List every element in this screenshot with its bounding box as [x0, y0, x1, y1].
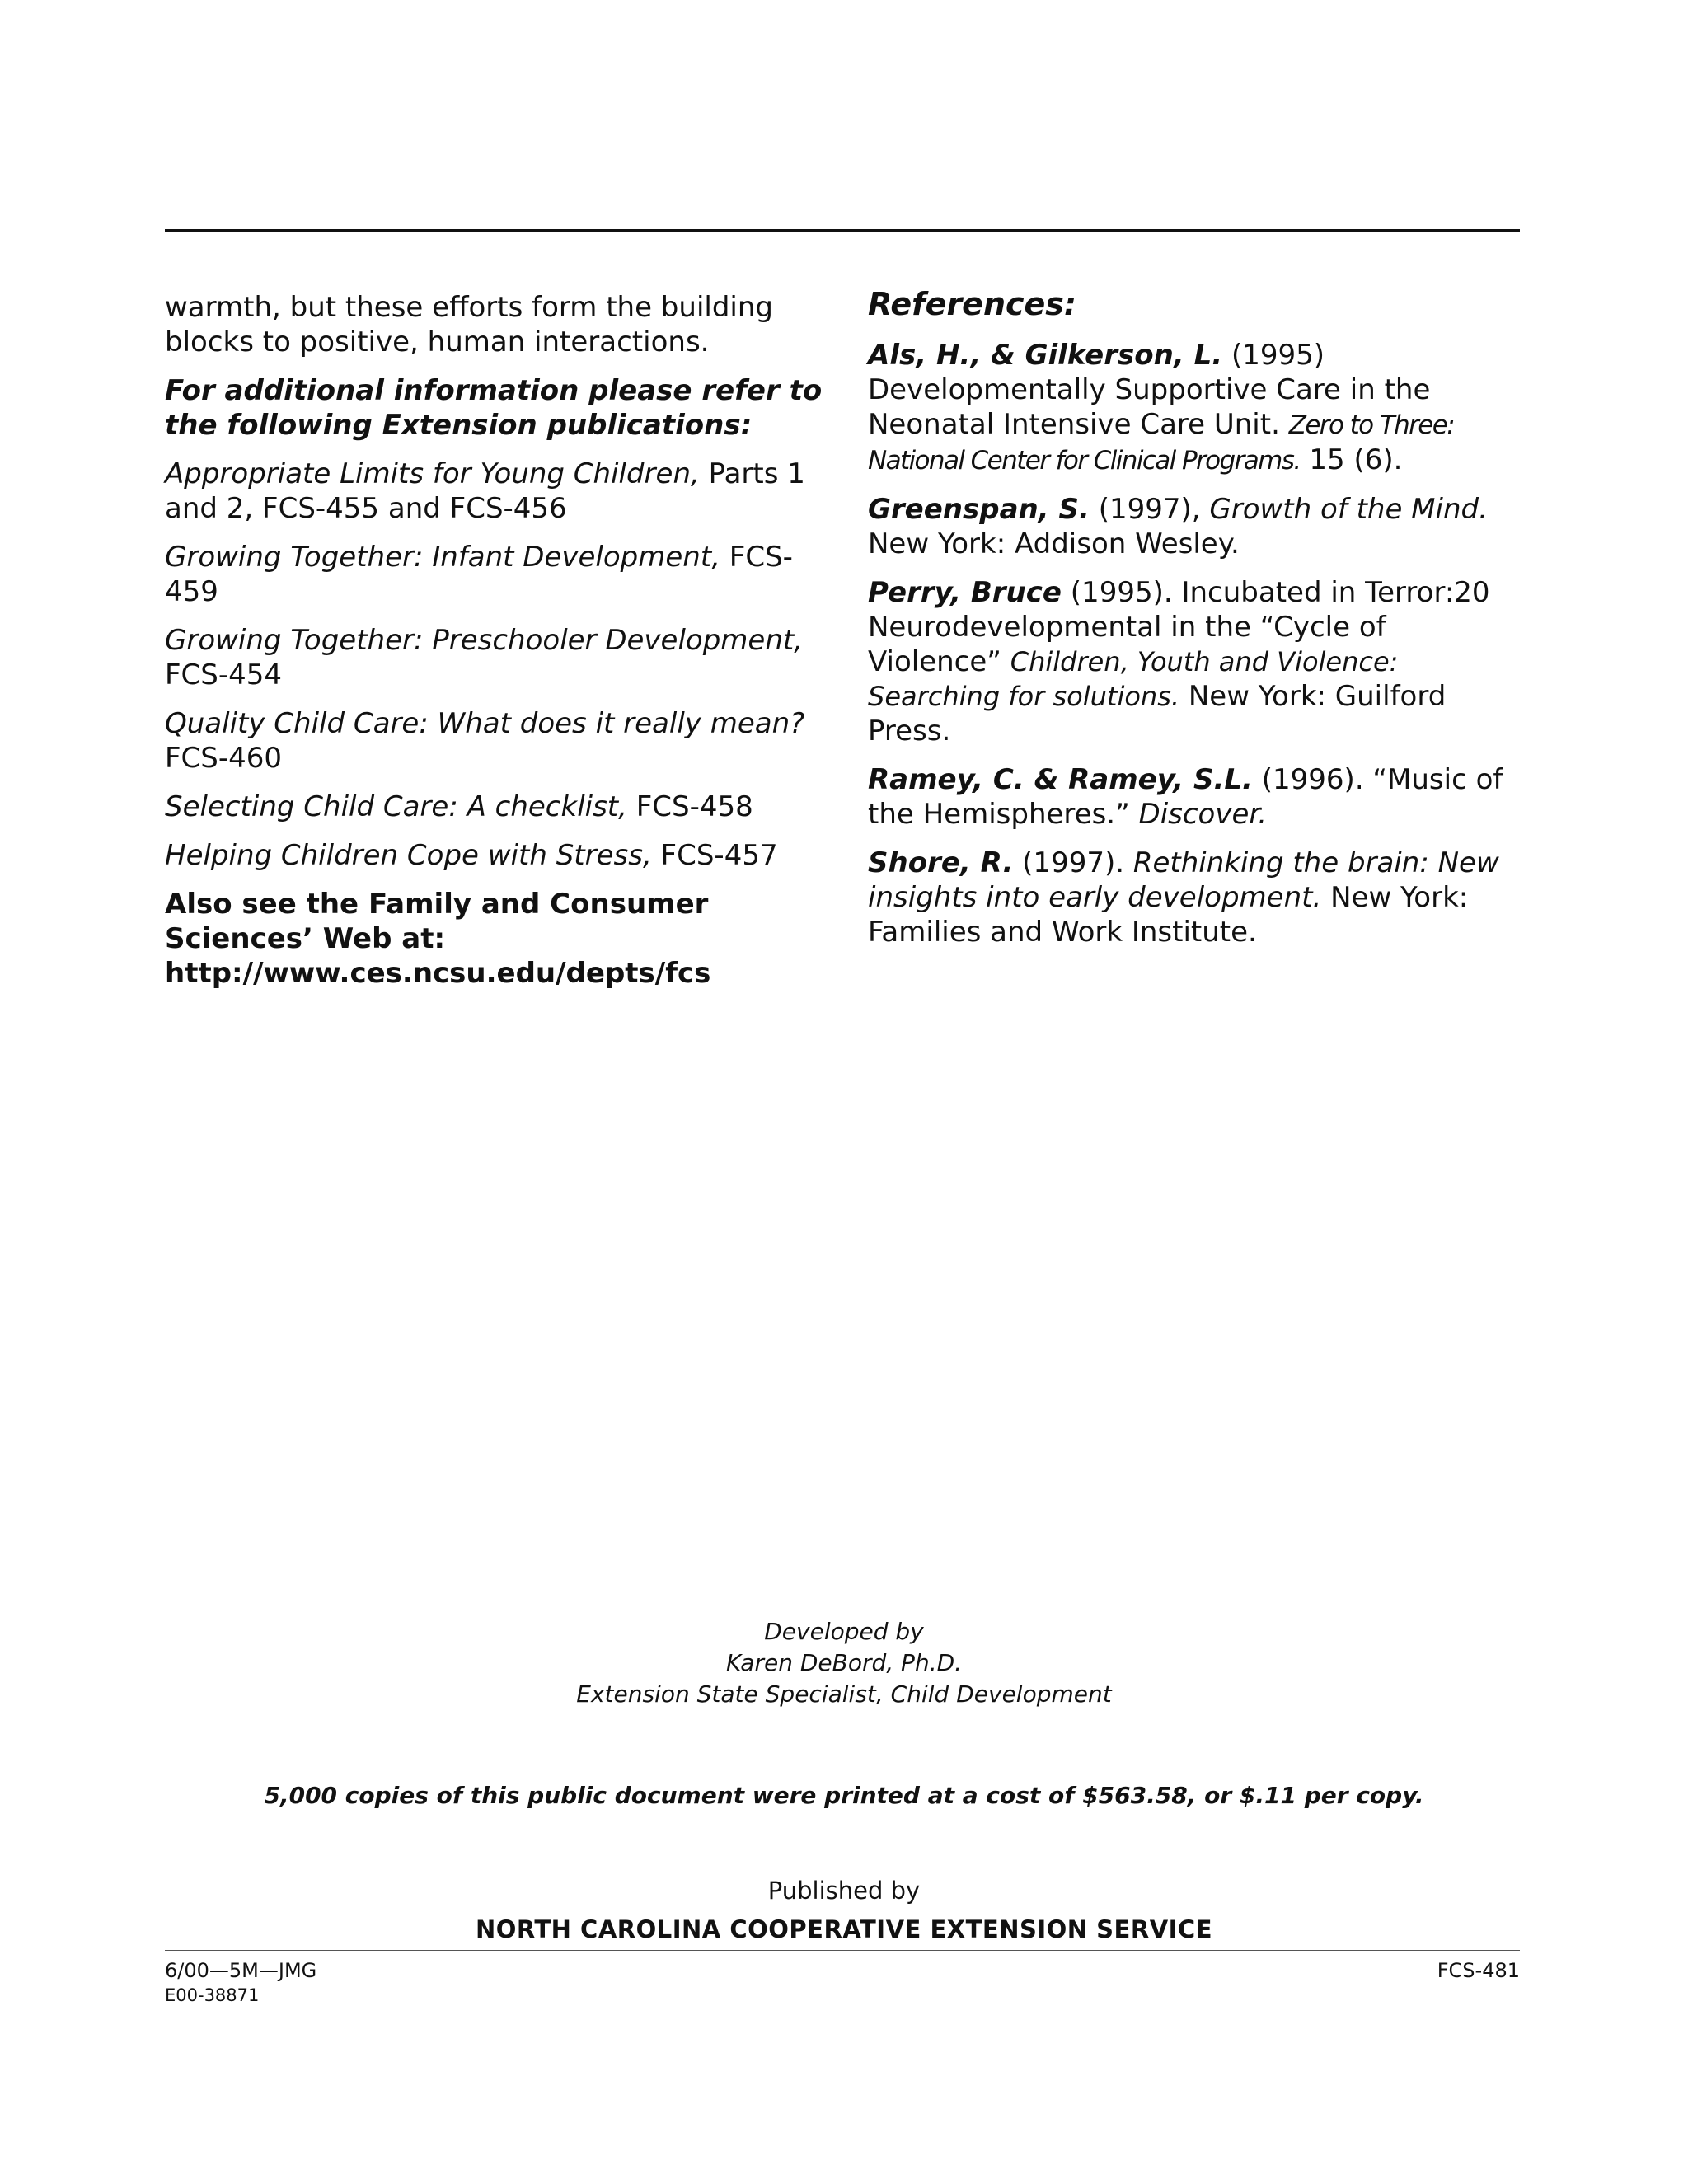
reference-author: Greenspan, S.: [868, 493, 1090, 526]
reference-item: [868, 846, 1527, 949]
publication-title: Helping Children Cope with Stress,: [165, 839, 652, 872]
cost-note: 5,000 copies of this public document were printed at a cost of $563.58, or $.11 per copy.: [264, 1782, 1424, 1809]
additional-info-heading: For additional information please refer to the following Extension publications:: [165, 374, 823, 442]
reference-text: (1995) Developmentally Supportive Care in the Neonatal Intensive Care Unit.: [868, 339, 1431, 441]
publication-code: FCS-454: [165, 658, 283, 691]
publication-item: [165, 790, 824, 824]
published-by-label: Published by: [767, 1877, 921, 1905]
web-note: Also see the Family and Consumer Sciences’ Web at: http://www.ces.ncsu.edu/depts/fcs: [165, 888, 711, 990]
top-rule: [165, 229, 1520, 232]
right-column: [868, 286, 1527, 963]
bottom-rule: [165, 1950, 1520, 1951]
reference-source: Children, Youth and Violence: Searching for solutions.: [868, 646, 1399, 712]
publication-item: [165, 706, 824, 776]
publication-code: FCS-457: [651, 839, 778, 872]
reference-source: Growth of the Mind.: [1209, 493, 1488, 526]
developer-credit: [0, 1616, 1688, 1710]
job-number: E00-38871: [165, 1985, 260, 2005]
reference-text: (1997).: [1013, 846, 1133, 879]
reference-author: Ramey, C. & Ramey, S.L.: [868, 763, 1253, 796]
publication-title: Selecting Child Care: A checklist,: [165, 790, 627, 823]
publication-code: FCS-460: [165, 742, 283, 775]
publication-number: FCS-481: [1437, 1959, 1520, 1982]
reference-source: Rethinking the brain: New insights into early development.: [868, 846, 1499, 914]
publication-title: Growing Together: Preschooler Development,: [165, 624, 804, 657]
publication-code: Parts 1 and 2, FCS-455 and FCS-456: [165, 457, 805, 525]
reference-text-after: 15 (6).: [1300, 443, 1403, 476]
reference-item: [868, 492, 1527, 561]
reference-author: Als, H., & Gilkerson, L.: [868, 339, 1223, 372]
publication-item: [165, 623, 824, 692]
reference-text: (1996). “Music of the Hemispheres.”: [868, 763, 1503, 831]
reference-source: Discover.: [1138, 798, 1268, 831]
publisher-organization: NORTH CAROLINA COOPERATIVE EXTENSION SERVICE: [475, 1915, 1213, 1943]
intro-text: warmth, but these efforts form the building blocks to positive, human interactions.: [165, 291, 773, 359]
publication-item: [165, 457, 824, 526]
author-title: Extension State Specialist, Child Development: [576, 1680, 1112, 1708]
developed-by-label: Developed by: [764, 1618, 924, 1645]
print-code: 6/00—5M—JMG: [165, 1959, 317, 1982]
publication-title: Growing Together: Infant Development,: [165, 541, 720, 574]
reference-item: [868, 762, 1527, 832]
left-column: [165, 290, 824, 1005]
reference-text-after: New York: Addison Wesley.: [868, 527, 1240, 560]
reference-text: (1995). Incubated in Terror:20 Neurodevelopmental in the “Cycle of Violence”: [868, 576, 1490, 678]
reference-text-after: New York: Guilford Press.: [868, 680, 1447, 748]
publication-code: FCS-458: [626, 790, 753, 823]
publication-code: FCS-459: [165, 541, 793, 608]
reference-text-after: New York: Families and Work Institute.: [868, 881, 1469, 949]
publication-title: Quality Child Care: What does it really mean?: [165, 707, 805, 740]
publication-item: [165, 540, 824, 609]
reference-author: Perry, Bruce: [868, 576, 1062, 609]
author-name: Karen DeBord, Ph.D.: [725, 1649, 963, 1676]
reference-item: [868, 338, 1527, 478]
reference-author: Shore, R.: [868, 846, 1014, 879]
publication-item: [165, 838, 824, 873]
reference-source: Zero to Three: National Center for Clinical Programs.: [868, 410, 1455, 476]
references-heading: References:: [868, 286, 1077, 322]
reference-item: [868, 575, 1527, 748]
publication-title: Appropriate Limits for Young Children,: [165, 457, 700, 490]
reference-text: (1997),: [1089, 493, 1210, 526]
